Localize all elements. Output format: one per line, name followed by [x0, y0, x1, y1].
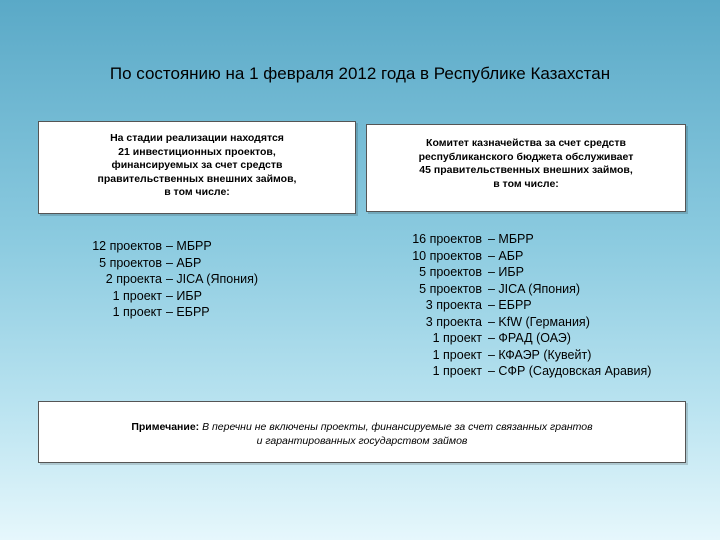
project-org: – ИБР	[166, 288, 202, 303]
project-count: 1 проект	[112, 305, 162, 319]
project-count: 5 проектов	[419, 265, 482, 279]
list-item	[408, 330, 651, 347]
project-org: – ЕБРР	[488, 298, 532, 312]
project-org: – JICA (Япония)	[166, 272, 259, 286]
right-box-line: в том числе:	[493, 177, 559, 190]
left-box-line: правительственных внешних займов,	[97, 172, 297, 185]
left-project-list	[78, 238, 258, 321]
note-box	[38, 401, 686, 463]
project-org: – KfW (Германия)	[488, 314, 590, 329]
slide-title: По состоянию на 1 февраля 2012 года в Республике Казахстан	[109, 64, 611, 83]
right-box-line: 45 правительственных внешних займов,	[419, 164, 633, 176]
project-count: 2 проекта	[105, 272, 162, 286]
project-count: 1 проект	[112, 288, 162, 303]
project-org: – СФР (Саудовская Аравия)	[488, 364, 652, 378]
list-item	[408, 248, 651, 265]
list-item	[78, 255, 258, 272]
project-org: – АБР	[488, 248, 524, 263]
list-item	[408, 264, 651, 281]
left-box-line: 21 инвестиционных проектов,	[118, 145, 276, 158]
list-item	[78, 288, 258, 305]
list-item	[408, 314, 651, 331]
project-org: – КФАЭР (Кувейт)	[488, 347, 592, 362]
project-count: 5 проектов	[99, 255, 162, 270]
project-count: 1 проект	[432, 331, 482, 345]
project-count: 10 проектов	[412, 248, 482, 263]
left-box-line: финансируемых за счет средств	[111, 159, 283, 171]
project-org: – МБРР	[166, 239, 212, 253]
project-org: – ИБР	[488, 265, 524, 279]
project-org: – JICA (Япония)	[488, 281, 581, 296]
project-count: 3 проекта	[425, 298, 482, 312]
list-item	[408, 347, 651, 364]
left-box-line: в том числе:	[164, 186, 230, 198]
right-summary-box	[366, 124, 686, 212]
project-count: 1 проект	[432, 347, 482, 362]
note-line-1	[39, 420, 685, 434]
project-org: – ЕБРР	[166, 305, 210, 319]
right-project-list	[408, 231, 651, 380]
note-text-2: и гарантированных государством займов	[256, 435, 468, 447]
project-count: 1 проект	[432, 364, 482, 378]
list-item	[408, 281, 651, 298]
project-count: 16 проектов	[412, 232, 482, 246]
right-box-line: республиканского бюджета обслуживает	[418, 150, 634, 163]
list-item	[78, 238, 258, 255]
list-item	[408, 363, 651, 380]
right-box-line: Комитет казначейства за счет средств	[426, 137, 626, 149]
list-item	[408, 297, 651, 314]
project-org: – АБР	[166, 255, 202, 270]
project-org: – ФРАД (ОАЭ)	[488, 331, 571, 345]
project-org: – МБРР	[488, 232, 534, 246]
project-count: 3 проекта	[425, 314, 482, 329]
left-summary-box	[38, 121, 356, 214]
project-count: 5 проектов	[419, 281, 482, 296]
note-label: Примечание:	[131, 421, 200, 433]
list-item	[408, 231, 651, 248]
list-item	[78, 271, 258, 288]
list-item	[78, 304, 258, 321]
project-count: 12 проектов	[92, 239, 162, 253]
note-text-1: В перечни не включены проекты, финансируемые за счет связанных грантов	[202, 421, 593, 433]
left-box-line: На стадии реализации находятся	[110, 132, 284, 144]
